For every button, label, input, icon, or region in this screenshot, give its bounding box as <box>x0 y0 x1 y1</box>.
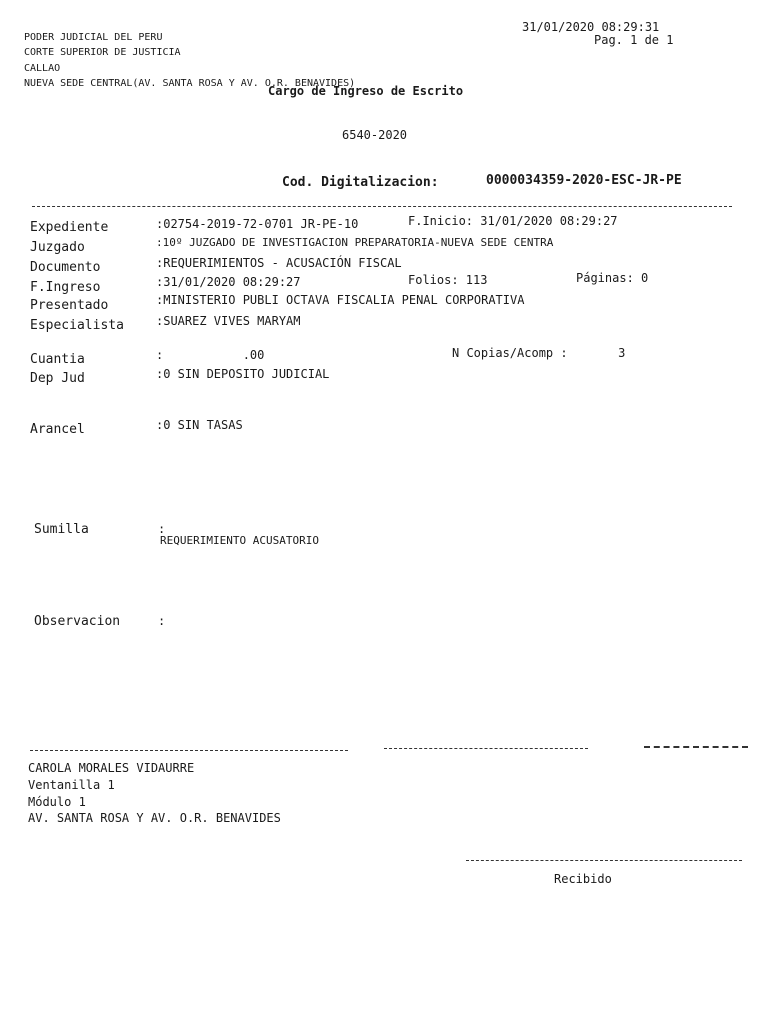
sumilla-colon: : <box>158 522 166 536</box>
observacion-label: Observacion <box>34 614 121 629</box>
document-number: 6540-2020 <box>342 128 408 142</box>
recibido-label: Recibido <box>554 872 612 886</box>
sumilla-label: Sumilla <box>34 522 89 537</box>
dep-jud-value: :0 SIN DEPOSITO JUDICIAL <box>156 367 330 381</box>
juzgado-label: Juzgado <box>30 240 85 255</box>
page-count: Pag. 1 de 1 <box>594 33 674 47</box>
f-ingreso-value: :31/01/2020 08:29:27 <box>156 275 301 289</box>
folios: Folios: 113 <box>408 273 488 287</box>
presentado-label: Presentado <box>30 298 109 313</box>
recibido-line <box>466 860 742 861</box>
signature-line-2 <box>384 748 588 749</box>
presentado-value: :MINISTERIO PUBLI OCTAVA FISCALIA PENAL CORPORATIVA <box>156 293 525 307</box>
juzgado-value: :10º JUZGADO DE INVESTIGACION PREPARATORIA-NUEVA SEDE CENTRA <box>156 236 554 249</box>
observacion-value: : <box>158 614 166 628</box>
signature-line-3 <box>644 746 748 748</box>
documento-value: :REQUERIMIENTOS - ACUSACIÓN FISCAL <box>156 256 402 270</box>
signature-line-1 <box>30 750 348 751</box>
clerk-name: CAROLA MORALES VIDAURRE <box>28 761 195 775</box>
cuantia-label: Cuantia <box>30 352 85 367</box>
expediente-label: Expediente <box>30 220 109 235</box>
especialista-label: Especialista <box>30 318 124 333</box>
cod-digitalizacion-value: 0000034359-2020-ESC-JR-PE <box>486 173 682 188</box>
modulo: Módulo 1 <box>28 795 86 809</box>
paginas: Páginas: 0 <box>576 271 649 285</box>
top-separator <box>32 206 732 207</box>
arancel-value: :0 SIN TASAS <box>156 418 243 432</box>
org-line-3: CALLAO <box>24 63 61 74</box>
cuantia-value: : .00 <box>156 348 265 362</box>
f-ingreso-label: F.Ingreso <box>30 280 101 295</box>
ventanilla: Ventanilla 1 <box>28 778 115 792</box>
documento-label: Documento <box>30 260 101 275</box>
org-line-2: CORTE SUPERIOR DE JUSTICIA <box>24 47 181 58</box>
dep-jud-label: Dep Jud <box>30 371 85 386</box>
especialista-value: :SUAREZ VIVES MARYAM <box>156 314 301 328</box>
f-inicio: F.Inicio: 31/01/2020 08:29:27 <box>408 214 618 228</box>
arancel-label: Arancel <box>30 422 85 437</box>
org-line-1: PODER JUDICIAL DEL PERU <box>24 32 163 43</box>
expediente-value: :02754-2019-72-0701 JR-PE-10 <box>156 217 359 231</box>
sumilla-value: REQUERIMIENTO ACUSATORIO <box>160 534 319 547</box>
document-title: Cargo de Ingreso de Escrito <box>268 84 464 98</box>
org-line-4: NUEVA SEDE CENTRAL(AV. SANTA ROSA Y AV. O.R. BENAVIDES) <box>24 78 356 89</box>
footer-address: AV. SANTA ROSA Y AV. O.R. BENAVIDES <box>28 811 281 825</box>
print-datetime: 31/01/2020 08:29:31 <box>522 20 660 34</box>
cod-digitalizacion-label: Cod. Digitalizacion: <box>282 175 439 190</box>
copias: N Copias/Acomp : 3 <box>452 346 626 360</box>
